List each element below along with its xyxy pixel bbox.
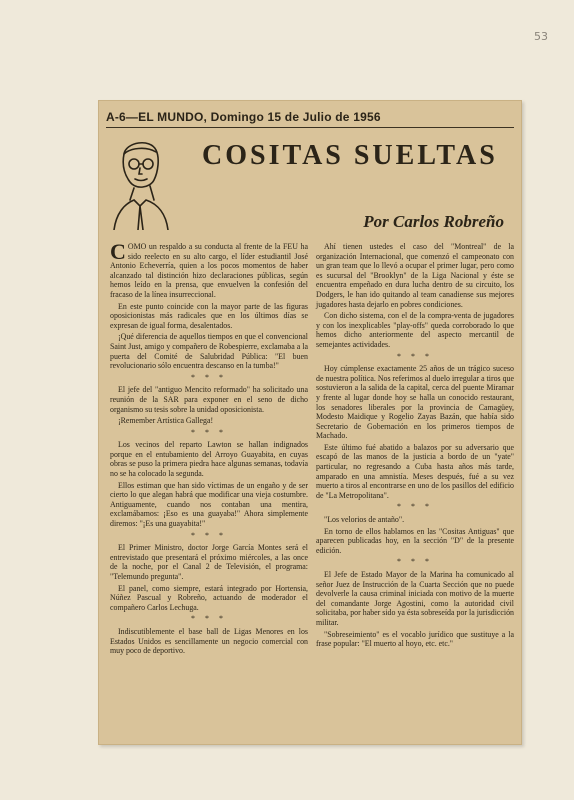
intro-paragraph: COMO un respaldo a su conducta al frente de la FEU ha sido reelecto en su alto cargo, el líder estudiantil José Antonio Echeverría, quien a los pocos momentos de haber alcanzado tal distinción hizo declaraciones públicas, según hemos leído en la prensa, que envuelven la confesión del fracaso de la línea insurreccional.	[110, 239, 308, 299]
paragraph: "Sobreseimiento" es el vocablo jurídico que sustituye a la frase popular: "El muerto al hoyo, etc. etc."	[316, 629, 514, 649]
separator: * * *	[191, 614, 227, 624]
paragraph: El jefe del "antiguo Mencito reformado" ha solicitado una reunión de la SAR para exponer en el seno de dicho organismo su tesis sobre la unidad oposicionista.	[110, 385, 308, 414]
separator: * * *	[191, 427, 227, 437]
paragraph: Este último fué abatido a balazos por su adversario que escapó de las manos de la justicia a bordo de un "yate" particular, no regresando a Cuba hasta años más tarde, amparado en una amnistía. Meses después, fué a su vez muerto a tiros al encontrarse en uno de los pasillos del edificio de "La Metropolitana".	[316, 442, 514, 500]
byline: Por Carlos Robreño	[363, 212, 504, 231]
paragraph: El Primer Ministro, doctor Jorge García Montes será el entrevistado que presentará el próximo miércoles, a las once de la noche, por el Canal 2 de Televisión, el programa: "Telemundo pregunta".	[110, 543, 308, 581]
paragraph: Ellos estiman que han sido víctimas de un engaño y de ser cierto lo que alegan habrá que modificar una vieja costumbre. Antiguamente, cuando nos contaban una mentira, exclamábamos: ¡Eso es una guayaba!" Ahora simplemente diremos: "¡Es una guayabita!"	[110, 480, 308, 529]
paragraph: El panel, como siempre, estará integrado por Hortensia, Núñez Pascual y Robreño, actuando de moderador el compañero Carlos Lechuga.	[110, 583, 308, 612]
paragraph: ¡Qué diferencia de aquellos tiempos en que el convencional Saint Just, amigo y compañero de Robespierre, exclamaba a la puerta del Comité de Salubridad Pública: "El buen revolucionario sólo encuentra descanso en la tumba!"	[110, 332, 308, 371]
separator: * * *	[397, 351, 433, 361]
separator: * * *	[191, 530, 227, 540]
paragraph: En torno de ellos hablamos en las "Cositas Antiguas" que aparecen publicadas hoy, en la sección "D" de la presente edición.	[316, 526, 514, 555]
paragraph: Los vecinos del reparto Lawton se hallan indignados porque en el entubamiento del Arroyo Guayabita, en cuyas obras se puso la primera piedra hace algunas semanas, todavía no se ha colocado la segunda.	[110, 440, 308, 479]
separator: * * *	[397, 502, 433, 512]
author-portrait-illustration	[106, 134, 172, 230]
paragraph: El Jefe de Estado Mayor de la Marina ha comunicado al señor Juez de Instrucción de la Cuarta Sección que no puede devolverle la causa criminal iniciada con motivo de la muerte del comandante Jorge Agostini, como la autoridad civil solicitaba, por haber sido ya ésta sobreseída por la jurisdicción militar.	[316, 570, 514, 627]
right-column	[316, 242, 514, 651]
separator: * * *	[397, 557, 433, 567]
paragraph: ¡Remember Artística Gallega!	[118, 416, 214, 426]
left-column	[110, 239, 308, 658]
paragraph: En este punto coincide con la mayor parte de las figuras oposicionistas más radicales que en los últimos días se expresan de igual forma, desalentados.	[110, 301, 308, 330]
paragraph: Ahí tienen ustedes el caso del "Montreal" de la organización Internacional, que comenzó el campeonato con un gran team que lo llevó a ocupar el primer lugar, pero como es sucursal del "Brooklyn" de la Liga Nacional y éste se encuentra empeñado en dura lucha dentro de su circuito, los Dodgers, le han ido quitando al team canadiense sus mejores jugadores hasta dejarlo en pobres condiciones.	[316, 242, 514, 309]
masthead: A-6—EL MUNDO, Domingo 15 de Julio de 1956	[106, 110, 381, 124]
drop-cap: C	[110, 239, 126, 264]
newspaper-clipping	[98, 100, 522, 745]
paragraph: Indiscutiblemente el base ball de Ligas Menores en los Estados Unidos es sencillamente un negocio comercial con muy poco de deportivo.	[110, 626, 308, 656]
paragraph: Hoy cúmplense exactamente 25 años de un trágico suceso de nuestra política. Nos referimos al duelo irregular a tiros que sostuvieron a la salida de la capital, cerca del puente Miramar y frente al lugar donde hoy se halla un conocido restaurant, los senadores liberales por la provincia de Camagüey, Modesto Maidique y Rogelio Zayas Bazán, que había sido Secretario de Gobernación en los primeros tiempos de Machado.	[316, 364, 514, 441]
article-title: COSITAS SUELTAS	[202, 140, 498, 171]
masthead-rule	[106, 127, 514, 128]
separator: * * *	[191, 372, 227, 382]
paragraph: Con dicho sistema, con el de la compra-venta de jugadores y con los inexplicables "play-offs" queda corroborado lo que hemos dicho anteriormente del aspecto mercantil de semejantes actividades.	[316, 311, 514, 349]
paragraph: "Los velorios de antaño".	[324, 515, 405, 525]
page-number: 53	[534, 30, 548, 43]
